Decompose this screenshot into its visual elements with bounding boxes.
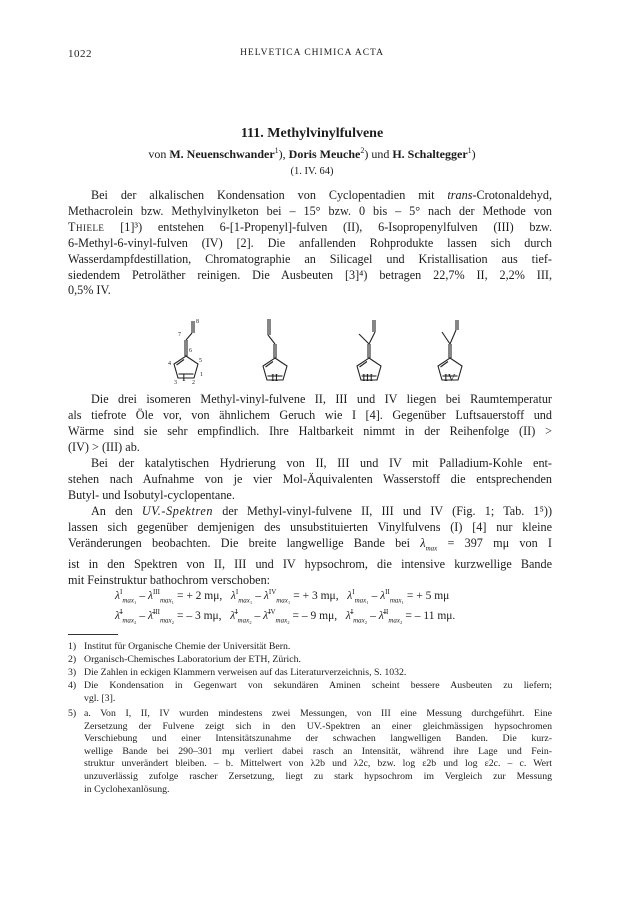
atom-number: 2 xyxy=(192,380,195,386)
text-line: (IV) > (III) ab. xyxy=(68,439,140,454)
text-line: Wärme sind sie sehr empfindlich. Ihre Haltbarkeit nimmt in der Reihenfolge (II) > xyxy=(68,423,552,438)
text-line: Wasserdampfdestillation, Chromatographie an Silicagel und Kristallisation aus tief- xyxy=(68,251,552,266)
received-date: (1. IV. 64) xyxy=(290,166,334,177)
text-line: Die drei isomeren Methyl-vinyl-fulvene II, III und IV liegen bei Raumtemperatur xyxy=(91,392,552,406)
text-line: An den UV.-Spektren der Methyl-vinyl-fulvene II, III und IV (Fig. 1; Tab. 1⁵)) xyxy=(91,504,552,518)
author-ref: 1 xyxy=(467,146,472,155)
atom-number: 1 xyxy=(200,372,203,378)
fulvene-structures xyxy=(68,318,552,390)
author-neuenschwander: M. Neuenschwander xyxy=(169,147,275,161)
atom-number: 7 xyxy=(178,332,181,338)
text-line: Thiele [1]³) entstehen 6-[1-Propenyl]-fulven (II), 6-Isopropenylfulven (III) bzw. xyxy=(68,219,552,234)
authors-and: und xyxy=(368,147,393,161)
text-line: als tiefrote Öle vor, von ähnlichem Geruch wie I [4]. Gegenüber Luftsauerstoff und xyxy=(68,407,552,422)
text-line: mit Feinstruktur bathochrom verschoben: xyxy=(68,573,271,588)
atom-number: 3 xyxy=(174,380,177,386)
structure-IV xyxy=(438,320,462,380)
hydrogenation-paragraph xyxy=(68,456,552,504)
intro-paragraph xyxy=(68,188,552,299)
text-line: siedendem Petroläther reinigen. Die Ausbeuten [3]⁴) betragen 22,7% II, 2,2% III, xyxy=(68,267,552,282)
structure-III xyxy=(357,320,381,380)
wavelength-shift-formula-2: λ̄$^I_{max_2}$ – λ̄$^{III}_{max_2}$ = – 3 mμ, λ̄$^I_{max_2}$ – λ̄$^{IV}_{max_2}$ = – 9 mμ, λ̄$^I_{max_2}$ – λ̄$^{II}_{max_2}$ = – 11 mμ. xyxy=(115,608,456,625)
text-line: 6-Methyl-6-vinyl-fulven (IV) [2]. Die anfallenden Rohprodukte lassen sich durch xyxy=(68,235,552,250)
text-line: Bei der alkalischen Kondensation von Cyclopentadien mit trans-Crotonaldehyd, xyxy=(91,188,552,202)
structure-I xyxy=(174,321,198,378)
properties-paragraph xyxy=(68,392,552,456)
text-line: Butyl- und Isobutyl-cyclopentane. xyxy=(68,487,235,502)
author-name: Thiele xyxy=(68,219,105,234)
structure-label: I xyxy=(182,372,186,384)
text-line: ist in den Spektren von II, III und IV hypsochrom, die intensive kurzwellige Bande xyxy=(68,557,552,572)
page-number: 1022 xyxy=(68,48,92,60)
uv-spectra-paragraph xyxy=(68,504,552,589)
structure-II xyxy=(263,319,287,380)
author-line: von M. Neuenschwander$^1$), Doris Meuche$^2$) und H. Schaltegger$^1$) xyxy=(148,146,476,161)
text-line: Methacrolein bzw. Methylvinylketon bei – 15° bzw. 0 bis – 5° nach der Methode von xyxy=(68,203,552,218)
atom-number: 4 xyxy=(168,361,171,367)
author-meuche: Doris Meuche xyxy=(288,147,361,161)
footnote-rule xyxy=(68,634,118,635)
wavelength-shift-formula-1: $\lambda^I_{max_1} - \lambda^{III}_{max_1}$ = + 2 mμ, $\lambda^I_{max_1} - \lambda^{IV}_{max_1}$ = + 3 mμ, $\lambda^I_{max_1} - \lambda^{II}_{max_1}$ = + 5 mμ xyxy=(115,588,450,605)
emphasis: UV.-Spektren xyxy=(141,504,214,518)
authors-prefix: von xyxy=(148,147,170,161)
text-line: Veränderungen beobachten. Die breite langwellige Bande bei $\lambda_{max} = 397$ mμ von I xyxy=(68,535,552,553)
text-line: Bei der katalytischen Hydrierung von II, III und IV mit Palladium-Kohle ent- xyxy=(91,456,552,470)
text-line: stehen nach Aufnahme von je vier Mol-Äquivalenten Wasserstoff die entsprechenden xyxy=(68,471,552,486)
structure-label: IV xyxy=(444,372,456,384)
text-line: lassen sich gegenüber demjenigen des unsubstituierten Vinylfulvens (I) [4] nur kleine xyxy=(68,519,552,534)
structure-label: III xyxy=(362,372,373,384)
author-ref: 1 xyxy=(274,146,279,155)
atom-number: 8 xyxy=(196,319,199,325)
author-schaltegger: H. Schaltegger xyxy=(392,147,468,161)
text-line: 0,5% IV. xyxy=(68,283,111,298)
atom-number: 6 xyxy=(189,348,192,354)
article-title: 111. Methylvinylfulvene xyxy=(240,126,384,141)
journal-title: HELVETICA CHIMICA ACTA xyxy=(240,48,384,58)
structure-label: II xyxy=(271,372,279,384)
atom-number: 5 xyxy=(199,358,202,364)
author-ref: 2 xyxy=(360,146,365,155)
